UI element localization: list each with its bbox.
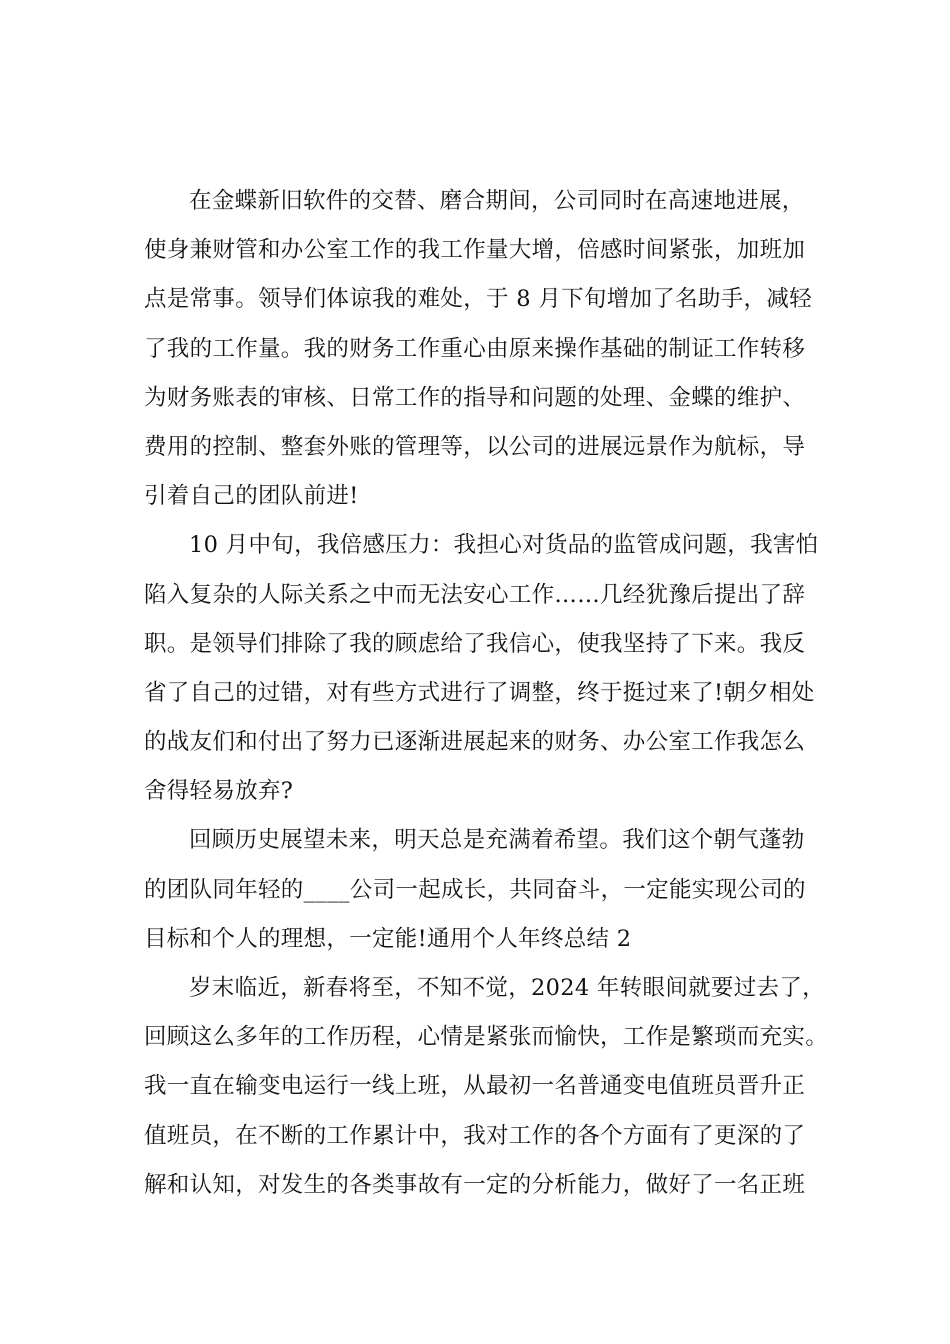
text-line: 的团队同年轻的____公司一起成长，共同奋斗，一定能实现公司的 <box>144 876 806 903</box>
text-line: 舍得轻易放弃? <box>144 778 294 805</box>
paragraph-1 <box>144 177 824 521</box>
text-line: 点是常事。领导们体谅我的难处，于 8 月下旬增加了名助手，减轻 <box>144 286 812 313</box>
text-line: 费用的控制、整套外账的管理等，以公司的进展远景作为航标，导 <box>144 433 806 460</box>
text-line: 的战友们和付出了努力已逐渐进展起来的财务、办公室工作我怎么 <box>144 729 806 756</box>
text-line: 使身兼财管和办公室工作的我工作量大增，倍感时间紧张，加班加 <box>144 237 806 264</box>
text-line: 了我的工作量。我的财务工作重心由原来操作基础的制证工作转移 <box>144 335 806 362</box>
text-line: 岁末临近，新春将至，不知不觉，2024 年转眼间就要过去了， <box>189 975 825 1001</box>
document-body <box>144 177 829 1210</box>
text-line: 为财务账表的审核、日常工作的指导和问题的处理、金蝶的维护、 <box>144 384 806 411</box>
paragraph-4 <box>144 964 829 1210</box>
text-line: 在金蝶新旧软件的交替、磨合期间，公司同时在高速地进展， <box>189 188 805 214</box>
text-line: 解和认知，对发生的各类事故有一定的分析能力，做好了一名正班 <box>144 1171 806 1198</box>
text-line: 回顾历史展望未来，明天总是充满着希望。我们这个朝气蓬勃 <box>189 827 805 854</box>
text-line: 回顾这么多年的工作历程，心情是紧张而愉快，工作是繁琐而充实。 <box>144 1024 829 1051</box>
text-line: 值班员，在不断的工作累计中，我对工作的各个方面有了更深的了 <box>144 1122 806 1149</box>
text-line: 10 月中旬，我倍感压力：我担心对货品的监管成问题，我害怕 <box>189 532 819 559</box>
text-line: 我一直在输变电运行一线上班，从最初一名普通变电值班员晋升正 <box>144 1073 806 1100</box>
text-line: 陷入复杂的人际关系之中而无法安心工作……几经犹豫后提出了辞 <box>144 581 806 608</box>
text-line: 引着自己的团队前进! <box>144 483 359 510</box>
text-line: 省了自己的过错，对有些方式进行了调整，终于挺过来了!朝夕相处 <box>144 679 815 706</box>
text-line: 职。是领导们排除了我的顾虑给了我信心，使我坚持了下来。我反 <box>144 630 806 657</box>
text-line: 目标和个人的理想，一定能!通用个人年终总结 2 <box>144 925 632 952</box>
paragraph-2 <box>144 521 824 816</box>
paragraph-3 <box>144 816 824 964</box>
